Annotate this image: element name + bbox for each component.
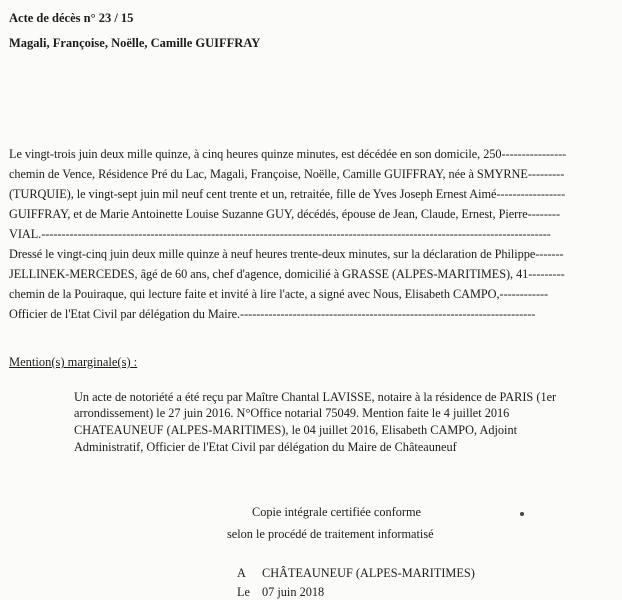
mention-text-line: Un acte de notoriété a été reçu par Maître Chantal LAVISSE, notaire à la résidence de PARIS (1er: [74, 390, 557, 404]
act-number-heading: Acte de décès n° 23 / 15: [9, 11, 134, 25]
certified-process-line: selon le procédé de traitement informatisé: [227, 527, 434, 541]
mention-text-line: arrondissement) le 27 juin 2016. N°Office notarial 75049. Mention faite le 4 juillet 2016: [74, 406, 510, 420]
body-text-line: Dressé le vingt-cinq juin deux mille quinze à neuf heures trente-deux minutes, sur la déclaration de Philippe-------: [9, 247, 564, 261]
place-prefix: A: [237, 566, 246, 580]
deceased-names-heading: Magali, Françoise, Noëlle, Camille GUIFFRAY: [9, 36, 261, 50]
mention-text-line: Administratif, Officier de l'Etat Civil par délégation du Maire de Châteauneuf: [74, 440, 457, 454]
body-text-line: chemin de Vence, Résidence Pré du Lac, Magali, Françoise, Noëlle, Camille GUIFFRAY, née à SMYRNE---------: [9, 167, 565, 181]
body-text-line: VIAL.------------------------------------------------------------------------------------------------------------------------------: [9, 227, 551, 241]
body-text-line: (TURQUIE), le vingt-sept juin mil neuf cent trente et un, retraitée, fille de Yves Joseph Ernest Aimé-----------------: [9, 187, 566, 201]
mention-text-line: CHATEAUNEUF (ALPES-MARITIMES), le 04 juillet 2016, Elisabeth CAMPO, Adjoint: [74, 423, 518, 437]
body-text-line: GUIFFRAY, et de Marie Antoinette Louise Suzanne GUY, décédés, épouse de Jean, Claude, Ernest, Pierre--------: [9, 207, 561, 221]
ink-dot: [520, 512, 524, 516]
certification-date: 07 juin 2018: [262, 585, 325, 599]
body-text-line: Officier de l'Etat Civil par délégation du Maire.-------------------------------------------------------------------------: [9, 307, 536, 321]
body-text-line: chemin de la Pouiraque, qui lecture faite et invité à lire l'acte, a signé avec Nous, Elisabeth CAMPO,------------: [9, 287, 549, 301]
date-prefix: Le: [237, 585, 250, 599]
body-text-line: Le vingt-trois juin deux mille quinze, à cinq heures quinze minutes, est décédée en son domicile, 250----------------: [9, 147, 567, 161]
body-text-line: JELLINEK-MERCEDES, âgé de 60 ans, chef d'agence, domicilié à GRASSE (ALPES-MARITIMES), 41---------: [9, 267, 565, 281]
certification-place: CHÂTEAUNEUF (ALPES-MARITIMES): [262, 566, 475, 580]
marginal-mentions-title: Mention(s) marginale(s) :: [9, 355, 138, 369]
certified-copy-line: Copie intégrale certifiée conforme: [252, 505, 421, 519]
